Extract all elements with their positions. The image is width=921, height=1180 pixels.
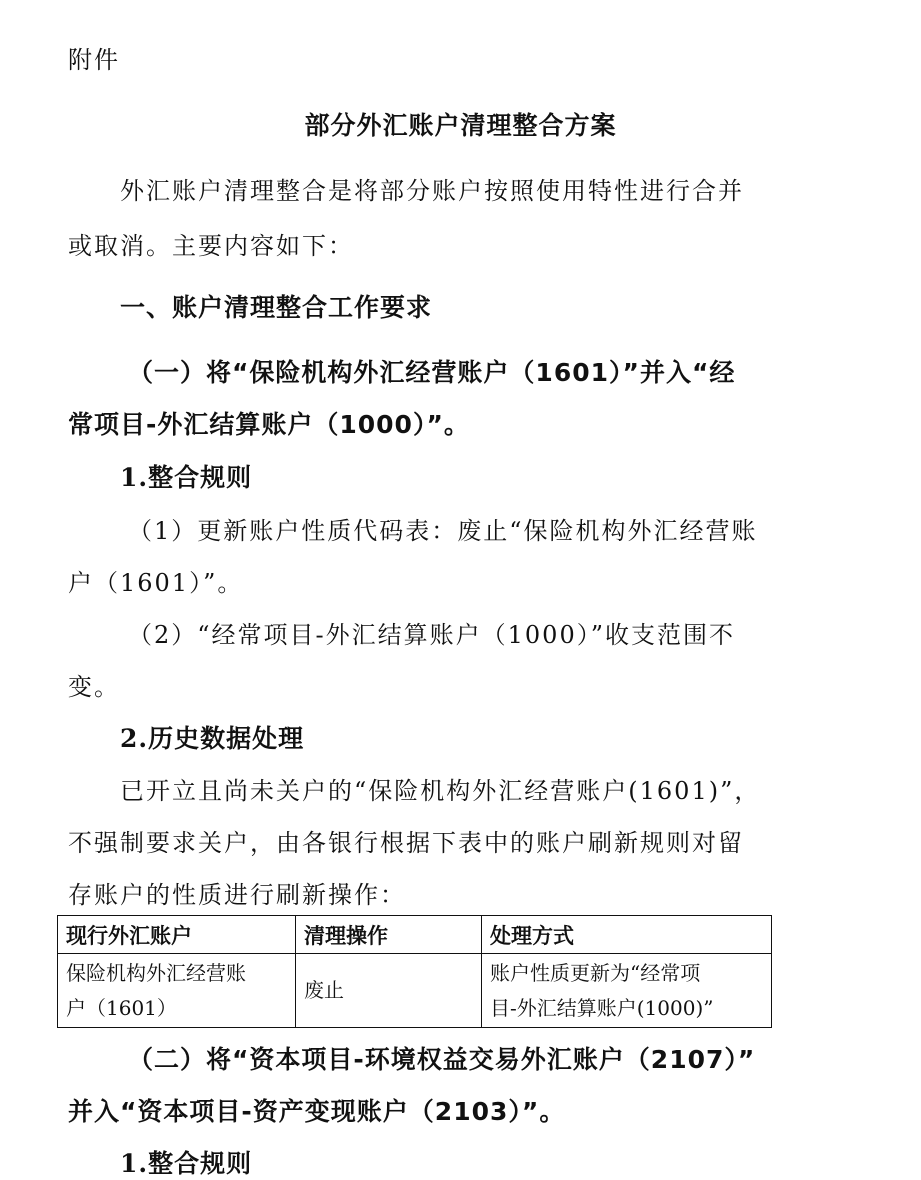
table-header-operation: 清理操作 <box>296 916 482 954</box>
table-header-current-account: 现行外汇账户 <box>58 916 296 954</box>
rule-2-line-1: （2）“经常项目-外汇结算账户（1000）”收支范围不 <box>128 621 735 649</box>
table-row <box>58 954 772 1028</box>
account-line-2: 户（1601） <box>66 995 177 1020</box>
history-line-1: 已开立且尚未关户的“保险机构外汇经营账户(1601)”， <box>120 777 761 805</box>
rules-heading-1: 1.整合规则 <box>120 463 253 492</box>
method-line-2: 目-外汇结算账户(1000)” <box>490 995 714 1020</box>
history-line-3: 存账户的性质进行刷新操作： <box>68 881 406 909</box>
rules-heading-2: 1.整合规则 <box>120 1149 253 1178</box>
history-heading: 2.历史数据处理 <box>120 724 305 753</box>
table-header-row <box>58 916 772 954</box>
method-line-1: 账户性质更新为“经常项 <box>490 960 701 985</box>
rule-2-line-2: 变。 <box>68 673 120 701</box>
intro-line-1: 外汇账户清理整合是将部分账户按照使用特性进行合并 <box>120 177 744 205</box>
table-cell-current-account <box>58 954 296 1028</box>
table-cell-method <box>482 954 772 1028</box>
account-refresh-table <box>57 915 772 1028</box>
intro-line-2: 或取消。主要内容如下： <box>68 232 354 260</box>
rule-1-line-2: 户（1601）”。 <box>68 569 244 597</box>
account-line-1: 保险机构外汇经营账 <box>66 960 246 985</box>
section-1-heading: 一、账户清理整合工作要求 <box>120 293 433 322</box>
subsection-2-heading-line-2: 并入“资本项目-资产变现账户（2103）”。 <box>68 1097 566 1126</box>
table-header-method: 处理方式 <box>482 916 772 954</box>
rule-1-line-1: （1）更新账户性质代码表：废止“保险机构外汇经营账 <box>128 517 758 545</box>
attachment-label: 附件 <box>68 46 120 74</box>
subsection-2-heading-line-1: （二）将“资本项目-环境权益交易外汇账户（2107）” <box>128 1045 756 1074</box>
history-line-2: 不强制要求关户，由各银行根据下表中的账户刷新规则对留 <box>68 829 744 857</box>
document-title: 部分外汇账户清理整合方案 <box>304 111 617 140</box>
subsection-1-heading-line-1: （一）将“保险机构外汇经营账户（1601）”并入“经 <box>128 358 736 387</box>
subsection-1-heading-line-2: 常项目-外汇结算账户（1000）”。 <box>68 410 470 439</box>
table-cell-operation: 废止 <box>296 954 482 1028</box>
